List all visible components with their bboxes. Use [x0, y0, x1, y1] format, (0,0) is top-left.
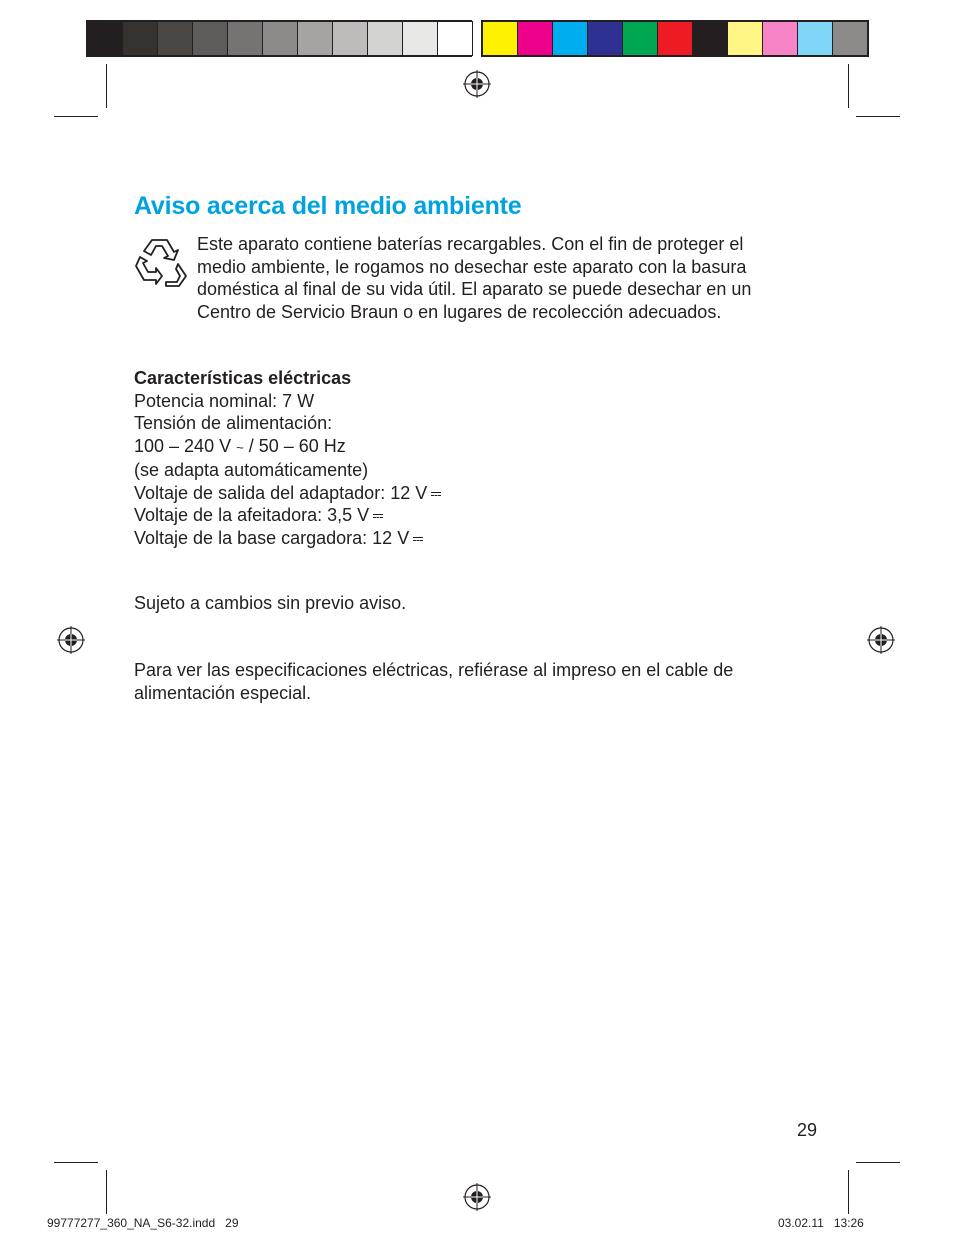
environment-line: medio ambiente, le rogamos no desechar este aparato con la basura	[197, 256, 747, 277]
color-swatch	[797, 21, 833, 56]
color-swatch	[727, 21, 763, 56]
crop-mark-bottom-right-h	[856, 1162, 900, 1163]
registration-mark-icon	[57, 626, 85, 654]
color-swatch	[587, 21, 623, 56]
color-swatch	[832, 21, 868, 56]
page-title: Aviso acerca del medio ambiente	[134, 192, 522, 220]
crop-mark-top-right-v	[848, 64, 849, 108]
color-swatch	[402, 21, 438, 56]
base-voltage-text: Voltaje de la base cargadora: 12 V	[134, 527, 410, 548]
crop-mark-top-right-h	[856, 116, 900, 117]
shaver-voltage-text: Voltaje de la afeitadora: 3,5 V	[134, 505, 370, 525]
environment-paragraph	[197, 233, 837, 323]
color-swatch	[437, 21, 473, 56]
color-swatch	[657, 21, 693, 56]
crop-mark-top-left-v	[106, 64, 107, 108]
electrical-note	[134, 659, 814, 704]
environment-line: Centro de Servicio Braun o en lugares de recolección adecuados.	[197, 301, 722, 322]
color-swatch	[227, 21, 263, 56]
spec-voltage-label: Tensión de alimentación:	[134, 413, 333, 433]
dc-symbol-icon	[431, 492, 441, 498]
note-line: alimentación especial.	[134, 682, 312, 703]
crop-mark-top-left-h	[54, 116, 98, 117]
registration-mark-icon	[867, 626, 895, 654]
note-line: Para ver las especificaciones eléctricas, refiérase al impreso en el cable de	[134, 660, 734, 680]
recycle-icon	[134, 236, 188, 290]
color-swatch	[692, 21, 728, 56]
frequency-range-text: / 50 – 60 Hz	[243, 435, 346, 456]
color-swatch	[87, 21, 123, 56]
color-swatch	[367, 21, 403, 56]
dc-symbol-icon	[373, 514, 383, 520]
registration-mark-icon	[463, 1183, 491, 1211]
slug-file-info: 99777277_360_NA_S6-32.indd 29	[47, 1216, 239, 1230]
color-swatch	[622, 21, 658, 56]
color-swatch	[262, 21, 298, 56]
color-swatch	[297, 21, 333, 56]
spec-shaver-voltage	[134, 504, 654, 527]
dc-symbol-icon	[413, 537, 423, 543]
environment-line: Este aparato contiene baterías recargables. Con el fin de proteger el	[197, 234, 744, 254]
spec-adapter-output	[134, 482, 654, 505]
change-notice: Sujeto a cambios sin previo aviso.	[134, 593, 407, 613]
specs-heading: Características eléctricas	[134, 368, 352, 388]
page-number: 29	[797, 1120, 818, 1140]
adapter-output-text: Voltaje de salida del adaptador: 12 V	[134, 482, 428, 503]
crop-mark-bottom-left-v	[106, 1170, 107, 1214]
slug-datetime: 03.02.11 13:26	[778, 1216, 864, 1230]
spec-base-voltage	[134, 527, 654, 550]
color-swatch	[482, 21, 518, 56]
registration-mark-icon	[463, 70, 491, 98]
crop-mark-bottom-right-v	[848, 1170, 849, 1214]
electrical-specs	[134, 367, 654, 549]
environment-line: doméstica al final de su vida útil. El aparato se puede desechar en un	[197, 279, 752, 299]
color-swatch	[552, 21, 588, 56]
color-swatch	[157, 21, 193, 56]
color-swatch	[517, 21, 553, 56]
color-swatch	[332, 21, 368, 56]
color-swatch	[122, 21, 158, 56]
spec-power: Potencia nominal: 7 W	[134, 390, 315, 411]
color-swatch	[762, 21, 798, 56]
crop-mark-bottom-left-h	[54, 1162, 98, 1163]
spec-auto-adapt: (se adapta automáticamente)	[134, 460, 369, 480]
ac-symbol-icon: ~	[236, 439, 244, 455]
voltage-range-text: 100 – 240 V	[134, 435, 232, 456]
color-swatch	[192, 21, 228, 56]
spec-voltage-range	[134, 435, 654, 460]
